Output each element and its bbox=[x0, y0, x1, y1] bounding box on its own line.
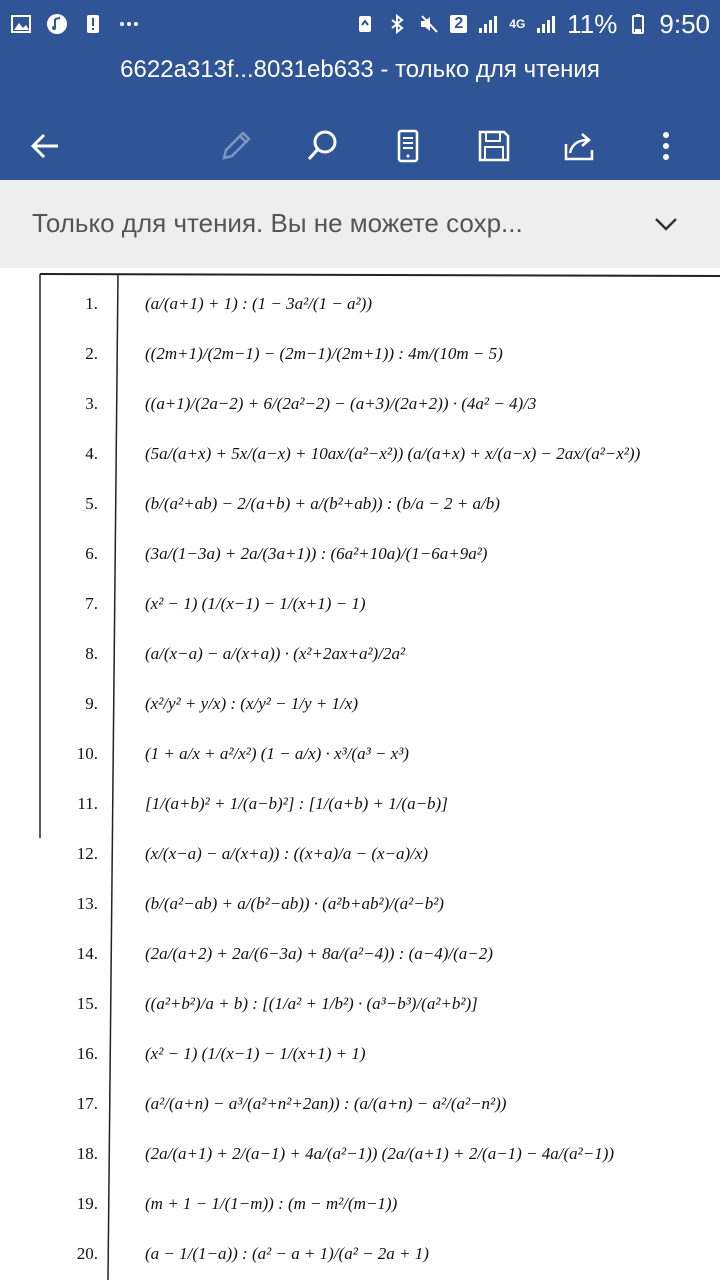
share-button[interactable] bbox=[552, 116, 608, 176]
exercise-expression: ((2m+1)/(2m−1) − (2m−1)/(2m+1)) : 4m/(10m − 5) bbox=[145, 344, 503, 363]
exercise-number: 19. bbox=[76, 1194, 98, 1213]
exercise-expression: (b/(a²−ab) + a/(b²−ab)) · (a²b+ab²)/(a²−b²) bbox=[145, 894, 444, 913]
edit-button[interactable] bbox=[208, 116, 264, 176]
exercise-number: 20. bbox=[76, 1244, 98, 1263]
bluetooth-icon bbox=[386, 13, 408, 35]
exercise-expression: (a − 1/(1−a)) : (a² − a + 1)/(a² − 2a + 1) bbox=[145, 1244, 429, 1263]
exercise-expression: ((a²+b²)/a + b) : [(1/a² + 1/b²) · (a³−b³)/(a²+b²)] bbox=[145, 994, 478, 1013]
alert-icon bbox=[82, 13, 104, 35]
battery-percent: 11% bbox=[567, 8, 618, 39]
exercise-expression: [1/(a+b)² + 1/(a−b)²] : [1/(a+b) + 1/(a−b)] bbox=[145, 794, 448, 813]
sim-badge: 2 bbox=[450, 15, 467, 33]
recycle-icon bbox=[354, 13, 376, 35]
exercise-expression: (x/(x−a) − a/(x+a)) : ((x+a)/a − (x−a)/x) bbox=[145, 844, 429, 863]
exercise-expression: (2a/(a+1) + 2/(a−1) + 4a/(a²−1)) (2a/(a+1) + 2/(a−1) − 4a/(a²−1)) bbox=[145, 1144, 615, 1163]
exercise-row bbox=[0, 780, 720, 830]
exercise-number: 6. bbox=[85, 544, 98, 563]
exercise-row bbox=[0, 630, 720, 680]
network-label: 4G bbox=[509, 17, 526, 31]
image-icon bbox=[10, 13, 32, 35]
exercise-row bbox=[0, 980, 720, 1030]
clock: 9:50 bbox=[659, 8, 710, 39]
exercise-number: 13. bbox=[76, 894, 98, 913]
exercise-row bbox=[0, 530, 720, 580]
battery-icon bbox=[627, 13, 649, 35]
exercise-expression: ((a+1)/(2a−2) + 6/(2a²−2) − (a+3)/(2a+2)) · (4a² − 4)/3 bbox=[145, 394, 537, 413]
save-button[interactable] bbox=[466, 116, 522, 176]
document-page bbox=[0, 268, 720, 1280]
signal-icon-2 bbox=[535, 13, 557, 35]
exercise-expression: (x²/y² + y/x) : (x/y² − 1/y + 1/x) bbox=[145, 694, 358, 713]
toolbar bbox=[0, 116, 720, 176]
exercise-expression: (x² − 1) (1/(x−1) − 1/(x+1) − 1) bbox=[145, 594, 366, 613]
exercise-row bbox=[0, 830, 720, 880]
exercise-row bbox=[0, 1230, 720, 1280]
chevron-down-icon[interactable] bbox=[646, 204, 686, 244]
exercise-number: 16. bbox=[76, 1044, 98, 1063]
exercise-number: 3. bbox=[85, 394, 98, 413]
status-bar bbox=[0, 0, 720, 48]
exercise-row bbox=[0, 930, 720, 980]
exercise-expression: (x² − 1) (1/(x−1) − 1/(x+1) + 1) bbox=[145, 1044, 366, 1063]
more-vert-icon bbox=[646, 126, 686, 166]
exercise-row bbox=[0, 880, 720, 930]
exercise-number: 15. bbox=[76, 994, 98, 1013]
app-bar bbox=[0, 48, 720, 180]
exercise-number: 4. bbox=[85, 444, 98, 463]
back-arrow-icon bbox=[26, 126, 66, 166]
reading-view-button[interactable] bbox=[380, 116, 436, 176]
document-title: 6622a313f...8031eb633 - только для чтения bbox=[120, 56, 600, 83]
exercise-expression: (b/(a²+ab) − 2/(a+b) + a/(b²+ab)) : (b/a − 2 + a/b) bbox=[145, 494, 500, 513]
reading-view-icon bbox=[388, 126, 428, 166]
exercise-number: 10. bbox=[76, 744, 98, 763]
read-only-banner[interactable] bbox=[0, 180, 720, 269]
exercise-row bbox=[0, 1130, 720, 1180]
exercise-row bbox=[0, 330, 720, 380]
exercise-number: 17. bbox=[76, 1094, 98, 1113]
exercise-expression: (2a/(a+2) + 2a/(6−3a) + 8a/(a²−4)) : (a−4)/(a−2) bbox=[145, 944, 493, 963]
music-icon bbox=[46, 13, 68, 35]
save-icon bbox=[474, 126, 514, 166]
exercise-expression: (5a/(a+x) + 5x/(a−x) + 10ax/(a²−x²)) (a/(a+x) + x/(a−x) − 2ax/(a²−x²)) bbox=[145, 444, 641, 463]
exercise-expression: (a²/(a+n) − a³/(a²+n²+2an)) : (a/(a+n) − a²/(a²−n²)) bbox=[145, 1094, 507, 1113]
exercise-row bbox=[0, 680, 720, 730]
exercise-number: 1. bbox=[85, 294, 98, 313]
exercise-number: 14. bbox=[76, 944, 98, 963]
mute-icon bbox=[418, 13, 440, 35]
exercise-expression: (m + 1 − 1/(1−m)) : (m − m²/(m−1)) bbox=[145, 1194, 398, 1213]
exercise-expression: (1 + a/x + a²/x²) (1 − a/x) · x³/(a³ − x³) bbox=[145, 744, 409, 763]
exercise-row bbox=[0, 430, 720, 480]
exercise-number: 11. bbox=[77, 794, 98, 813]
exercise-number: 12. bbox=[76, 844, 98, 863]
banner-text: Только для чтения. Вы не можете сохр... bbox=[32, 208, 523, 238]
more-options-button[interactable] bbox=[638, 116, 694, 176]
exercise-row bbox=[0, 1080, 720, 1130]
exercise-row bbox=[0, 280, 720, 330]
exercise-number: 2. bbox=[85, 344, 98, 363]
exercise-expression: (3a/(1−3a) + 2a/(3a+1)) : (6a²+10a)/(1−6a+9a²) bbox=[145, 544, 488, 563]
exercise-expression: (a/(x−a) − a/(x+a)) · (x²+2ax+a²)/2a² bbox=[145, 644, 406, 663]
exercise-row bbox=[0, 480, 720, 530]
search-button[interactable] bbox=[294, 116, 350, 176]
exercise-row bbox=[0, 730, 720, 780]
exercise-number: 7. bbox=[85, 594, 98, 613]
more-icon bbox=[118, 13, 140, 35]
share-icon bbox=[560, 126, 600, 166]
exercise-expression: (a/(a+1) + 1) : (1 − 3a²/(1 − a²)) bbox=[145, 294, 372, 313]
pencil-icon bbox=[216, 126, 256, 166]
exercise-number: 5. bbox=[85, 494, 98, 513]
exercise-row bbox=[0, 380, 720, 430]
back-button[interactable] bbox=[18, 116, 74, 176]
exercise-row bbox=[0, 1030, 720, 1080]
signal-icon bbox=[477, 13, 499, 35]
exercise-number: 9. bbox=[85, 694, 98, 713]
exercise-number: 8. bbox=[85, 644, 98, 663]
exercise-row bbox=[0, 1180, 720, 1230]
exercise-row bbox=[0, 580, 720, 630]
search-icon bbox=[302, 126, 342, 166]
exercise-number: 18. bbox=[76, 1144, 98, 1163]
